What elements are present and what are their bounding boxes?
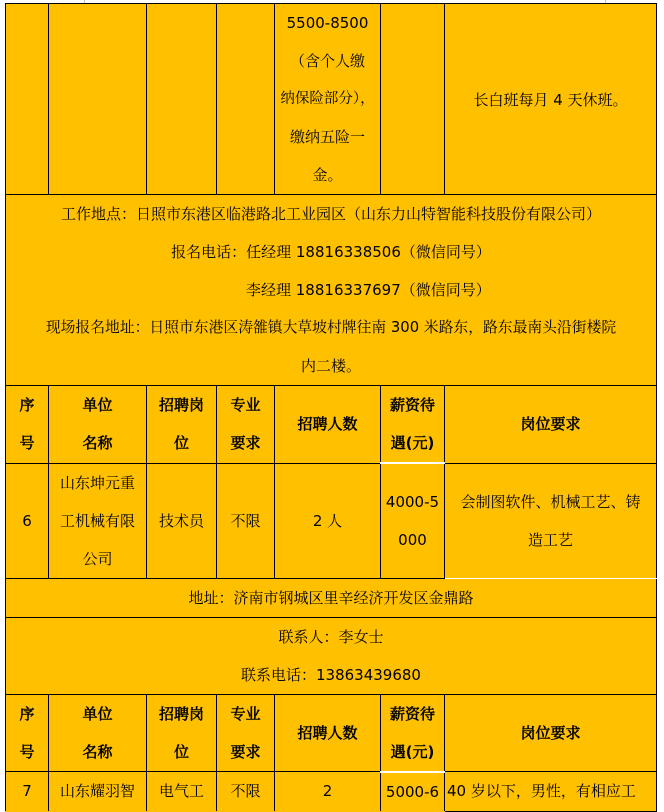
header-company (49, 694, 147, 772)
table-header-row (6, 386, 657, 464)
phone-line-1: 报名电话：任经理 18816338506（微信同号） (171, 243, 491, 261)
requirements-line: 会制图软件、机械工艺、铸 (460, 492, 641, 511)
count-cell (381, 4, 445, 195)
seq-cell: 7 (6, 772, 49, 812)
header-major-line: 要求 (230, 434, 261, 453)
salary-line: 4000-5 (385, 492, 440, 511)
company-info-block (6, 195, 657, 386)
onsite-address-line-2: 内二楼。 (300, 357, 361, 375)
seq-cell: 6 (6, 463, 49, 578)
header-company-line: 单位 (82, 396, 113, 415)
header-count: 招聘人数 (275, 386, 381, 464)
company-info-cell (6, 195, 657, 386)
header-salary-line: 薪资待 (389, 396, 435, 414)
header-position-line: 招聘岗 (158, 396, 204, 415)
onsite-address-line-1: 现场报名地址：日照市东港区涛雒镇大草坡村牌往南 300 米路东，路东最南头沿街楼院 (45, 319, 617, 336)
header-salary-line: 薪资待 (389, 704, 435, 723)
header-seq-line: 序 (19, 396, 35, 415)
header-major-line: 要求 (230, 742, 261, 761)
salary-cell (381, 463, 445, 578)
company-cell: 山东耀羽智 (49, 772, 147, 812)
major-cell: 不限 (217, 772, 275, 812)
header-major (217, 694, 275, 772)
salary-line: （含个人缴 (289, 52, 365, 70)
header-salary-line: 遇(元) (390, 742, 435, 761)
header-major-line: 专业 (230, 396, 261, 415)
company-cell (49, 4, 147, 195)
count-cell: 2 人 (275, 463, 381, 578)
count-cell: 2 (275, 772, 381, 812)
salary-line: 纳保险部分）， (280, 91, 375, 107)
requirements-cell (445, 463, 657, 578)
salary-line: 金。 (312, 166, 343, 184)
seq-cell (6, 4, 49, 195)
salary-line: 000 (398, 530, 427, 549)
contact-person: 联系人：李女士 (278, 627, 384, 646)
table-row (6, 463, 657, 578)
header-company (49, 386, 147, 464)
major-cell (217, 4, 275, 195)
salary-line: 缴纳五险一 (289, 128, 365, 146)
header-company-line: 名称 (82, 742, 113, 761)
position-cell (147, 4, 217, 195)
header-position-line: 位 (173, 742, 189, 761)
header-position (147, 694, 217, 772)
header-seq (6, 694, 49, 772)
position-cell: 电气工 (147, 772, 217, 812)
phone-line-2: 李经理 18816337697（微信同号） (246, 281, 491, 299)
header-requirements: 岗位要求 (445, 386, 657, 464)
salary-line: 5500-8500 (286, 14, 369, 32)
requirements-cell: 长白班每月 4 天休班。 (445, 4, 657, 195)
company-address-row (6, 578, 657, 617)
company-line: 工机械有限 (59, 511, 135, 530)
contact-phone: 联系电话：13863439680 (241, 665, 421, 684)
company-contact-row (6, 617, 657, 694)
header-position-line: 位 (173, 434, 189, 453)
requirements-cell: 40 岁以下，男性，有相应工 (445, 772, 657, 812)
header-position-line: 招聘岗 (158, 704, 204, 723)
company-address: 地址：济南市钢城区里辛经济开发区金鼎路 (6, 578, 657, 617)
position-cell: 技术员 (147, 463, 217, 578)
header-seq (6, 386, 49, 464)
header-position (147, 386, 217, 464)
header-company-line: 名称 (82, 434, 113, 453)
major-cell: 不限 (217, 463, 275, 578)
salary-cell: 5000-6 (381, 772, 445, 812)
header-seq-line: 号 (19, 434, 35, 453)
company-line: 公司 (82, 549, 113, 568)
work-location: 工作地点：日照市东港区临港路北工业园区（山东力山特智能科技股份有限公司） (60, 205, 601, 223)
header-count: 招聘人数 (275, 694, 381, 772)
table-header-row (6, 694, 657, 772)
header-company-line: 单位 (82, 704, 113, 723)
table-row-fragment (6, 4, 657, 195)
header-major (217, 386, 275, 464)
company-line: 山东坤元重 (59, 473, 135, 492)
header-requirements: 岗位要求 (445, 694, 657, 772)
company-contact-cell (6, 617, 657, 694)
requirements-line: 造工艺 (527, 530, 573, 549)
table-row (6, 772, 657, 812)
header-seq-line: 号 (19, 742, 35, 761)
job-listing-table (5, 3, 657, 812)
header-major-line: 专业 (230, 704, 261, 723)
header-salary (381, 386, 445, 464)
header-salary (381, 694, 445, 772)
header-seq-line: 序 (19, 704, 35, 723)
salary-cell (275, 4, 381, 195)
header-salary-line: 遇(元) (390, 434, 435, 452)
company-cell (49, 463, 147, 578)
